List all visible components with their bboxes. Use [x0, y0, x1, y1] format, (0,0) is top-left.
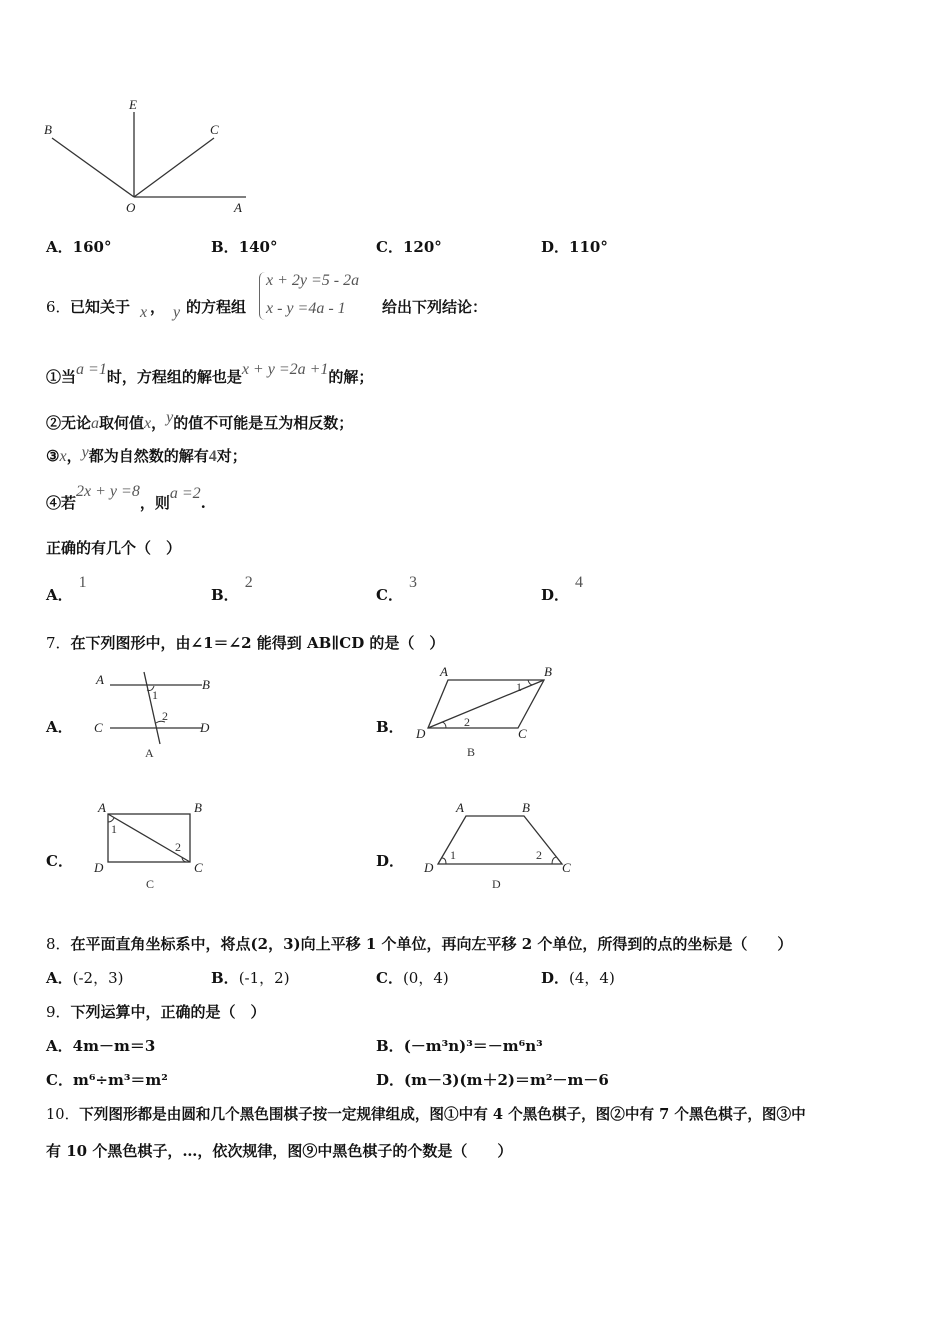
svg-text:D: D	[424, 860, 434, 875]
svg-text:2: 2	[536, 848, 542, 862]
svg-text:A: A	[98, 800, 106, 815]
q6-conclusion-2: ②无论a取何值x，y的值不可能是互为相反数；	[46, 409, 354, 432]
q10-stem-line1: 10．下列图形都是由圆和几个黑色围棋子按一定规律组成，图①中有 4 个黑色棋子，图②中有 7 个黑色棋子，图③中	[46, 1106, 806, 1123]
q7-option-b[interactable]: B．	[376, 718, 404, 736]
svg-text:B: B	[202, 677, 210, 692]
q6-eq1: x + 2y =5 - 2a	[266, 272, 360, 289]
svg-text:1: 1	[152, 688, 158, 702]
q7-option-c[interactable]: C．	[46, 852, 73, 870]
svg-text:C: C	[146, 877, 155, 891]
q7-figure-b	[412, 660, 562, 764]
point-label-A: A	[234, 200, 242, 215]
point-label-O: O	[126, 200, 136, 215]
point-label-B: B	[44, 122, 52, 137]
svg-text:A: A	[96, 672, 104, 687]
q7-figure-c	[90, 796, 220, 896]
svg-text:B: B	[194, 800, 202, 815]
q5-angle-figure	[40, 92, 260, 222]
q5-option-c[interactable]: C．120°	[376, 238, 442, 256]
svg-text:1: 1	[450, 848, 456, 862]
q9-option-b[interactable]: B．(－m³n)³＝－m⁶n³	[376, 1037, 543, 1055]
q7-figure-a	[90, 668, 230, 764]
q5-option-a[interactable]: A．160°	[46, 238, 112, 256]
q6-var-y: y	[173, 304, 181, 321]
q7-stem: 7．在下列图形中，由∠1＝∠2 能得到 AB∥CD 的是（ ）	[46, 634, 445, 652]
svg-text:2: 2	[162, 709, 168, 723]
svg-text:2: 2	[175, 840, 181, 854]
svg-text:C: C	[518, 726, 527, 741]
svg-text:D: D	[416, 726, 426, 741]
q6-option-a[interactable]: A．1	[46, 574, 87, 604]
equation-brace	[259, 272, 266, 320]
q9-option-c[interactable]: C．m⁶÷m³＝m²	[46, 1071, 168, 1089]
q9-option-d[interactable]: D．(m－3)(m＋2)＝m²－m－6	[376, 1071, 609, 1089]
svg-text:B: B	[467, 745, 476, 759]
q8-option-a[interactable]: A．(-2，3)	[46, 969, 124, 987]
svg-text:2: 2	[464, 715, 470, 729]
q6-conclusion-3: ③x，y都为自然数的解有4对；	[46, 444, 247, 465]
q8-stem: 8．在平面直角坐标系中，将点(2，3)向上平移 1 个单位，再向左平移 2 个单位，所得到的点的坐标是（ ）	[46, 935, 793, 953]
point-label-E: E	[129, 97, 137, 112]
q6-conclusion-4: ④若2x + y =8，则a =2.	[46, 483, 206, 512]
q6-option-d[interactable]: D．4	[541, 574, 584, 604]
q8-option-d[interactable]: D．(4，4)	[541, 969, 615, 987]
q6-number: 6．	[46, 298, 71, 316]
svg-text:A: A	[440, 664, 448, 679]
svg-text:D: D	[94, 860, 104, 875]
q10-stem-line2: 有 10 个黑色棋子，…，依次规律，图⑨中黑色棋子的个数是（ ）	[46, 1142, 513, 1160]
svg-text:A: A	[145, 746, 154, 760]
q7-option-d[interactable]: D．	[376, 852, 405, 870]
q7-figure-d	[420, 796, 580, 896]
q8-option-c[interactable]: C．(0，4)	[376, 969, 449, 987]
q6-var-x: x	[140, 304, 148, 321]
q6-question: 正确的有几个（ ）	[46, 539, 182, 557]
q8-option-b[interactable]: B．(-1，2)	[211, 969, 290, 987]
q6-comma: ，	[150, 298, 166, 316]
svg-text:D: D	[492, 877, 501, 891]
svg-text:C: C	[562, 860, 571, 875]
svg-text:A: A	[456, 800, 464, 815]
q7-option-a[interactable]: A．	[46, 718, 73, 736]
q9-option-a[interactable]: A．4m－m＝3	[46, 1037, 156, 1055]
svg-text:C: C	[194, 860, 203, 875]
svg-text:1: 1	[111, 822, 117, 836]
q6-option-c[interactable]: C．3	[376, 574, 417, 604]
q6-conclusion-1: ①当a =1时，方程组的解也是x + y =2a +1的解；	[46, 361, 374, 386]
svg-text:B: B	[544, 664, 552, 679]
q6-stem-c: 给出下列结论：	[382, 298, 488, 316]
point-label-C: C	[210, 122, 219, 137]
svg-text:1: 1	[516, 680, 522, 694]
q6-stem-b: 的方程组	[186, 298, 247, 316]
svg-text:B: B	[522, 800, 530, 815]
q9-stem: 9．下列运算中，正确的是（ ）	[46, 1003, 266, 1021]
q6-eq2: x - y =4a - 1	[266, 300, 346, 317]
q5-option-b[interactable]: B．140°	[211, 238, 278, 256]
svg-text:C: C	[94, 720, 103, 735]
svg-text:D: D	[200, 720, 210, 735]
q5-option-d[interactable]: D．110°	[541, 238, 608, 256]
q6-stem-a: 已知关于	[70, 298, 131, 316]
q6-option-b[interactable]: B．2	[211, 574, 253, 604]
